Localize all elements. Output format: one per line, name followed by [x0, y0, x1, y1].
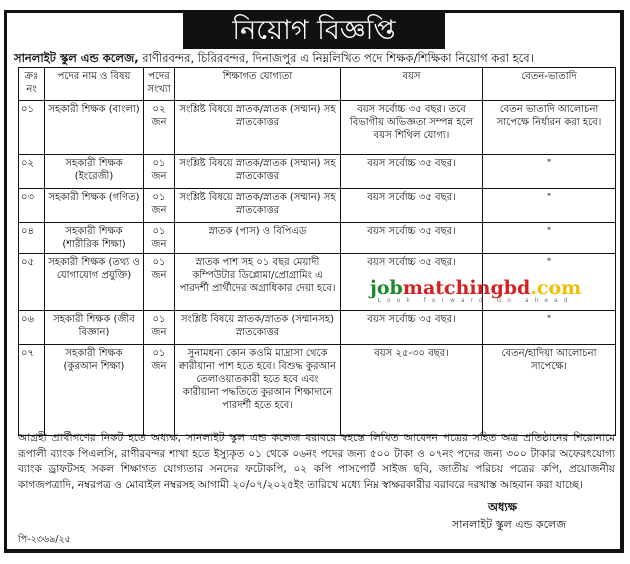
count-cell: ০২ জন: [144, 101, 175, 155]
salary-cell: বেতন ভাতাদি আলোচনা সাপেক্ষে নির্ধারন করা হবে।: [483, 101, 616, 155]
table-header: [19, 68, 616, 101]
count-cell: ০১ জন: [144, 189, 175, 223]
column-header: বেতন-ভাতাদি: [483, 68, 616, 101]
table-row: [19, 101, 616, 155]
count-cell: ০১ জন: [144, 254, 175, 311]
post-cell: সহকারী শিক্ষক (কুরআন শিক্ষা): [45, 345, 144, 436]
column-header: শিক্ষাগত যোগ্যতা: [175, 68, 341, 101]
age-cell: বয়স সর্বোচ্চ ৩৫ বছর। তবে বিভাগীয় অভিজ্ঞতা সম্পন্ন হলে বয়স শিথিল যোগ্য।: [341, 101, 483, 155]
table-row: [19, 155, 616, 189]
watermark-part: job: [370, 277, 403, 299]
salary-cell: বেতন/হাদিয়া আলোচনা সাপেক্ষে।: [483, 345, 616, 436]
count-cell: ০১ জন: [144, 223, 175, 254]
table-row: [19, 189, 616, 223]
count-cell: ০১ জন: [144, 345, 175, 436]
count-cell: ০১ জন: [144, 311, 175, 345]
salary-cell: ": [483, 223, 616, 254]
qualification-cell: স্নাতক পাশ সহ ০১ বছর মেয়াদী কম্পিউটার ডিপ্লোমা/প্রোগ্রামিং এ পারদর্শী প্রার্থীদের অগ্রাধিকার দেয়া হবে।: [175, 254, 341, 311]
qualification-cell: সুনামধন্য কোন কওমি মাদ্রাসা থেকে ক্বারীয়ানা পাশ হতে হবে। বিশুদ্ধ কুরআন তেলাওয়াতকারী হতে হবে এবং কারীয়ানা পদ্ধতিতে কুরআন শিক্ষাদানে পারদর্শী হতে হবে।: [175, 345, 341, 436]
salary-cell: ": [483, 189, 616, 223]
post-cell: সহকারী শিক্ষক (বাংলা): [45, 101, 144, 155]
qualification-cell: সংশ্লিষ্ট বিষয়ে স্নাতক/স্নাতক (সম্মান) সহ স্নাতকোত্তর: [175, 155, 341, 189]
salary-cell: ": [483, 254, 616, 311]
watermark-part: .com: [530, 277, 582, 299]
age-cell: বয়স সর্বোচ্চ ৩৫ বছর।: [341, 311, 483, 345]
intro-line: [14, 50, 619, 66]
serial-cell: ০৩: [19, 189, 45, 223]
age-cell: বয়স সর্বোচ্চ ৩৫ বছর।: [341, 155, 483, 189]
qualification-cell: স্নাতক (পাস) ও বিপিএড: [175, 223, 341, 254]
watermark-tagline: Look forward Go ahead: [377, 297, 574, 304]
post-cell: সহকারী শিক্ষক (তথ্য ও যোগাযোগ প্রযুক্তি): [45, 254, 144, 311]
column-header: পদের সংখ্যা: [144, 68, 175, 101]
qualification-cell: সংশ্লিষ্ট বিষয়ে স্নাতক/স্নাতক (সম্মানসহ) স্নাতকোত্তর: [175, 311, 341, 345]
table-row: [19, 345, 616, 436]
serial-cell: ০২: [19, 155, 45, 189]
watermark-part: matchingbd: [402, 277, 531, 299]
age-cell: বয়স সর্বোচ্চ ৩৫ বছর।: [341, 254, 483, 311]
serial-cell: ০১: [19, 101, 45, 155]
age-cell: বয়স সর্বোচ্চ ৩৫ বছর।: [341, 223, 483, 254]
serial-cell: ০৫: [19, 254, 45, 311]
post-cell: সহকারী শিক্ষক (গণিত): [45, 189, 144, 223]
count-cell: ০১ জন: [144, 155, 175, 189]
post-cell: সহকারী শিক্ষক (জীব বিজ্ঞান): [45, 311, 144, 345]
column-header: পদের নাম ও বিষয়: [45, 68, 144, 101]
age-cell: বয়স ২৫-৩০ বছর।: [341, 345, 483, 436]
page-title: নিয়োগ বিজ্ঞপ্তি: [183, 12, 445, 49]
signatory-title: অধ্যক্ষ: [488, 500, 518, 514]
serial-cell: ০৬: [19, 311, 45, 345]
qualification-cell: সংশ্লিষ্ট বিষয়ে স্নাতক/স্নাতক (সম্মান) সহ স্নাতকোত্তর: [175, 101, 341, 155]
post-cell: সহকারী শিক্ষক (শারীরিক শিক্ষা): [45, 223, 144, 254]
table-row: [19, 223, 616, 254]
column-header: ক্রঃ নং: [19, 68, 45, 101]
serial-cell: ০৭: [19, 345, 45, 436]
salary-cell: ": [483, 155, 616, 189]
post-cell: সহকারী শিক্ষক (ইংরেজী): [45, 155, 144, 189]
application-instructions: আগ্রহী প্রার্থীগণের নিকট হতে অধ্যক্ষ, সানলাইট স্কুল এন্ড কলেজ বরাবরে স্বহস্তে লিখিত আবেদন পত্রের সহিত অত্র প্রতিষ্ঠানের শিরোনামে রূপালী ব্যাংক পিএলসি, রাণীরবন্দর শাখা হতে ইস্যুকৃত ০১ থেকে ০৬নং পদের জন্য ৫০০ টাকা ও ০৭নং পদের জন্য ৩০০ টাকার অফেরৎযোগ্য ব্যাংক ড্রাফটসহ সকল শিক্ষাগত যোগ্যতার সনদের ফটোকপি, ০২ কপি পাসপোর্ট সাইজ ছবি, জাতীয় পরিচয় পত্রের কপি, প্রয়োজনীয় কাগজপত্রাদি, নম্বরপত্র ও মোবাইল নম্বরসহ আগামী ২০/০৭/২০২৫ইং তারিখে মধ্যে নিম্ন স্বাক্ষরকারীর বরাবরে দরখাস্ত আহবান করা যাচ্ছে।: [18, 432, 615, 491]
salary-cell: ": [483, 311, 616, 345]
column-header: বয়স: [341, 68, 483, 101]
table-row: [19, 254, 616, 311]
ad-code: পি-২৩৬৯/২৫: [18, 534, 71, 545]
intro-text: রাণীরবন্দর, চিরিরবন্দর, দিনাজপুর এ নিম্নলিখিত পদে শিক্ষক/শিক্ষিকা নিয়োগ করা হবে।: [138, 51, 534, 65]
serial-cell: ০৪: [19, 223, 45, 254]
vacancy-table: [18, 67, 616, 436]
age-cell: বয়স সর্বোচ্চ ৩৫ বছর।: [341, 189, 483, 223]
signatory-org: সানলাইট স্কুল এন্ড কলেজ: [452, 518, 567, 531]
org-name: সানলাইট স্কুল এন্ড কলেজ,: [14, 51, 139, 65]
table-row: [19, 311, 616, 345]
qualification-cell: সংশ্লিষ্ট বিষয়ে স্নাতক/স্নাতক (সম্মান) সহ স্নাতকোত্তর: [175, 189, 341, 223]
